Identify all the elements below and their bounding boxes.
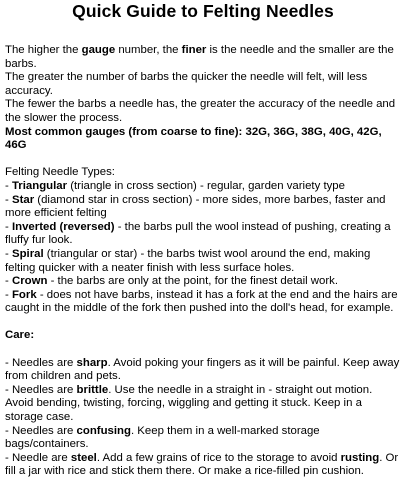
care-text: - Needles are	[5, 424, 77, 437]
page-title: Quick Guide to Felting Needles	[72, 1, 334, 21]
types-heading: Felting Needle Types:	[5, 166, 115, 179]
care-term: rusting	[340, 451, 380, 464]
care-text: - Needle are	[5, 451, 71, 464]
type-name: Fork	[11, 288, 37, 301]
gauge-term: gauge	[81, 44, 116, 56]
type-name: Triangular	[11, 179, 68, 192]
type-desc: - the barbs pull the wool instead of pushing, creating a fluffy fur look.	[5, 220, 391, 247]
care-text: . Use the needle in a straight in - straight out motion. Avoid bending, twisting, forcing, wiggling and getting it stuck. Keep in a storage case.	[5, 383, 373, 424]
care-text: . Keep them in a well-marked storage bags/containers.	[5, 424, 320, 451]
finer-term: finer	[181, 44, 207, 56]
care-item-steel	[5, 452, 401, 479]
common-gauges-text: Most common gauges (from coarse to fine): 32G, 36G, 38G, 40G, 42G, 46G	[5, 125, 382, 152]
bullet-dash: -	[5, 288, 12, 301]
intro-gauge-paragraph	[5, 44, 401, 71]
care-item-brittle	[5, 384, 401, 425]
type-item-fork	[5, 289, 401, 316]
type-desc: (triangular or star) - the barbs twist wool around the end, making felting quicker with a neater finish with less surface holes.	[5, 247, 371, 274]
type-name: Spiral	[11, 247, 44, 260]
type-name: Inverted (reversed)	[11, 220, 115, 233]
intro-accuracy-paragraph: The fewer the barbs a needle has, the greater the accuracy of the needle and the slower the process.	[5, 98, 396, 124]
intro-text: The higher the	[5, 44, 82, 56]
care-term: steel	[70, 451, 97, 464]
type-item-star	[5, 194, 401, 221]
care-text: . Add a few grains of rice to the storage to avoid	[96, 451, 341, 464]
intro-text: number, the	[115, 44, 182, 56]
care-text: - Needles are	[5, 383, 77, 396]
type-desc: - does not have barbs, instead it has a fork at the end and the hairs are caught in the middle of the fork then pushed into the doll's head, for example.	[5, 288, 398, 315]
bullet-dash: -	[5, 275, 12, 288]
type-item-inverted	[5, 221, 401, 248]
type-item-spiral	[5, 248, 401, 275]
intro-text: is the needle and the smaller are the barbs.	[5, 44, 394, 70]
type-item-triangular	[5, 180, 401, 194]
type-item-crown	[5, 275, 401, 289]
care-term: brittle	[76, 383, 109, 396]
guide-body	[5, 44, 401, 479]
care-term: confusing	[76, 424, 131, 437]
intro-barbs-paragraph: The greater the number of barbs the quicker the needle will felt, will less accuracy.	[5, 71, 368, 97]
care-term: sharp	[76, 356, 108, 369]
type-desc: - the barbs are only at the point, for the finest detail work.	[47, 275, 339, 288]
spacer	[5, 343, 401, 357]
care-text: - Needles are	[5, 356, 77, 369]
care-text: . Avoid poking your fingers as it will be painful. Keep away from children and pets.	[5, 356, 400, 383]
care-heading	[5, 329, 401, 343]
type-name: Crown	[11, 275, 48, 288]
care-item-confusing	[5, 425, 401, 452]
care-item-sharp	[5, 357, 401, 384]
spacer	[5, 153, 401, 167]
bullet-dash: -	[5, 179, 12, 192]
spacer	[5, 316, 401, 330]
care-heading-text: Care:	[5, 329, 35, 342]
bullet-dash: -	[5, 220, 12, 233]
bullet-dash: -	[5, 247, 12, 260]
type-name: Star	[11, 193, 35, 206]
common-gauges-paragraph	[5, 126, 401, 153]
care-text: . Or fill a jar with rice and stick them there. Or make a rice-filled pin cushion.	[5, 451, 399, 478]
type-desc: (diamond star in cross section) - more sides, more barbes, faster and more efficient felting	[5, 193, 386, 220]
bullet-dash: -	[5, 193, 12, 206]
type-desc: (triangle in cross section) - regular, garden variety type	[67, 179, 345, 192]
